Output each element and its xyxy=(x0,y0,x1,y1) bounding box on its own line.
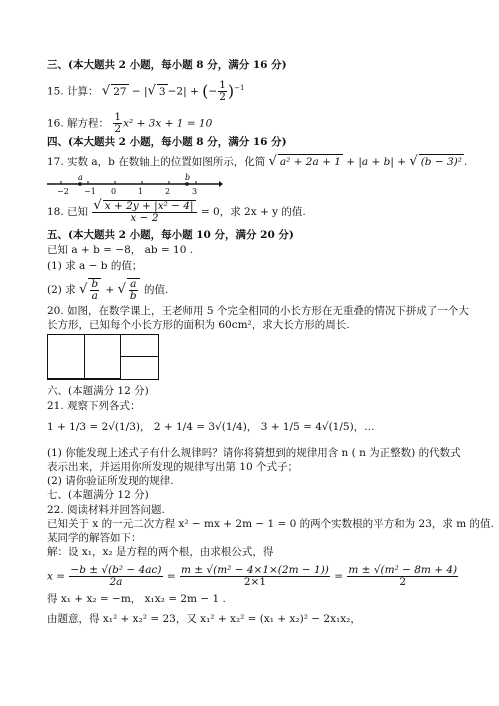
q21-expressions: 1 + 1/3 = 2√(1/3)， 2 + 1/4 = 3√(1/4)， 3 + 1/5 = 4√(1/5)，… xyxy=(47,421,375,433)
question-21 xyxy=(47,399,141,413)
q21-expr-2: 2 + 1/4 = 3√(1/4) xyxy=(153,421,247,433)
q16-half: $\frac{1}{2}$ xyxy=(114,111,122,135)
formula-1: $\frac{\text{−b ± √(b² − 4ac)}}{2a}$ xyxy=(70,564,162,588)
question-15: 15. 计算： √ 27 − |√ 3 −2| + (− $\frac{1}{2}$ )$^{-1}$ xyxy=(47,79,245,103)
question-16 xyxy=(47,112,212,135)
q22-line-2: 已知关于 x 的一元二次方程 x² − mx + 2m − 1 = 0 的两个实数根的平方和为 23，求 m 的值. xyxy=(47,518,494,530)
point-b xyxy=(185,182,189,186)
rectangle-figure xyxy=(47,334,159,380)
tick-label-3: 1 xyxy=(138,187,144,196)
q21-ellipsis: ，… xyxy=(353,421,375,433)
point-a-label: a xyxy=(78,173,83,182)
section-4-heading: 四、(本大题共 2 小题，每小题 8 分，满分 16 分) xyxy=(47,136,287,148)
section-6-heading: 六、(本题满分 12 分) xyxy=(47,385,149,397)
q21-part-1b: 表示出来，并运用你所发现的规律写出第 10 个式子； xyxy=(47,461,299,473)
tick-label-2: 0 xyxy=(111,187,117,196)
q19-part-2: (2) 求 √ $\frac{b}{a}$ + √ $\frac{a}{b}$ 的值. xyxy=(47,278,169,302)
q15-minus: − xyxy=(131,85,141,98)
number-line-diagram xyxy=(47,172,223,196)
question-20-line-2: 长方形，已知每个小长方形的面积为 60cm²，求大长方形的周长. xyxy=(47,319,350,331)
q18-label: 已知 xyxy=(67,206,89,218)
number-line-arrow xyxy=(219,181,223,187)
q17-sqrt2: (b − 3)² xyxy=(420,156,462,168)
q18-rest: = 0，求 2x + y 的值. xyxy=(200,206,306,218)
q20-number: 20. xyxy=(47,305,64,317)
q15-label: 计算： xyxy=(67,85,99,98)
point-a xyxy=(78,182,82,186)
q18-fraction: $\frac{\text{√ x + 2y + |x² − 4|}}{x - 2}$ xyxy=(92,200,196,224)
q21-expr-3: 3 + 1/5 = 4√(1/5) xyxy=(260,421,354,433)
q18-number: 18. xyxy=(47,206,64,218)
q19-part-1: (1) 求 a − b 的值； xyxy=(47,260,143,272)
q21-line1: 观察下列各式： xyxy=(67,400,141,412)
q22-number: 22. xyxy=(47,504,64,516)
rect-4 xyxy=(121,357,158,379)
question-19: 已知 a + b = −8， ab = 10 . xyxy=(47,244,194,256)
q15-number: 15. xyxy=(47,85,64,98)
q17-sqrt1: a² + 2a + 1 xyxy=(279,156,341,168)
q17-text: 实数 a，b 在数轴上的位置如图所示，化简 xyxy=(67,156,266,168)
question-17: 17. 实数 a，b 在数轴上的位置如图所示，化简 √ a² + 2a + 1 + |a + b| + √ (b − 3)² . xyxy=(47,154,468,169)
q22-line-6: 由题意，得 x₁² + x₂² = 23，又 x₁² + x₂² = (x₁ + x₂)² − 2x₁x₂， xyxy=(47,613,361,625)
formula-3: $\frac{\text{m ± √(m² − 8m + 4)}}{2}$ xyxy=(348,564,458,588)
q15-exponent: −1 xyxy=(234,84,245,92)
q22-line-5: 得 x₁ + x₂ = −m， x₁x₂ = 2m − 1 . xyxy=(47,593,226,605)
q17-mid: + |a + b| + xyxy=(346,156,407,168)
q15-neg: − xyxy=(208,85,218,98)
tick-label-0: −2 xyxy=(57,187,69,196)
q21-expr-1: 1 + 1/3 = 2√(1/3) xyxy=(47,421,140,433)
q21-part-1a: (1) 你能发现上述式子有什么规律吗？请你将猜想到的规律用含 n ( n 为正整数) 的代数式 xyxy=(47,447,461,459)
q22-line-3: 某同学的解答如下： xyxy=(47,532,142,544)
q15-sqrt3: 3 xyxy=(158,85,166,98)
q19-p2-label: (2) 求 xyxy=(47,284,76,296)
tick-label-4: 2 xyxy=(165,187,171,196)
q19-p2-end: 的值. xyxy=(143,284,169,296)
question-22 xyxy=(47,503,165,517)
q15-sqrt27: 27 xyxy=(113,85,127,98)
q17-number: 17. xyxy=(47,156,64,168)
formula-2: $\frac{\text{m ± √(m² − 4×1×(2m − 1))}}{2\times 1}$ xyxy=(181,564,329,588)
rect-3 xyxy=(121,335,158,357)
section-5-heading: 五、(本大题共 2 小题，每小题 10 分，满分 20 分) xyxy=(47,229,294,241)
rect-1 xyxy=(48,335,85,379)
q20-line1: 如图，在数学课上，王老师用 5 个完全相同的小长方形在无重叠的情况下拼成了一个大 xyxy=(67,305,469,317)
q16-number: 16. xyxy=(47,117,64,130)
q17-end: . xyxy=(463,156,468,168)
question-20-line-1 xyxy=(47,304,469,318)
q21-part-2: (2) 请你验证所发现的规律. xyxy=(47,475,174,487)
question-18 xyxy=(47,200,306,224)
q15-minus-2: −2 xyxy=(167,85,184,98)
q21-number: 21. xyxy=(47,400,64,412)
section-3-heading: 三、(本大题共 2 小题，每小题 8 分，满分 16 分) xyxy=(47,59,287,71)
point-b-label: b xyxy=(185,173,191,182)
tick-label-5: 3 xyxy=(192,187,198,196)
formula-lhs: x = xyxy=(47,570,66,583)
q16-label: 解方程： xyxy=(67,117,110,130)
section-7-heading: 七、(本题满分 12 分) xyxy=(47,489,149,501)
q15-plus: + xyxy=(189,85,199,98)
q16-equation: x² + 3x + 1 = 10 xyxy=(123,117,213,130)
tick-label-1: −1 xyxy=(84,187,96,196)
q22-formula: x = $\frac{\text{−b ± √(b² − 4ac)}}{2a}$ = $\frac{\text{m ± √(m² − 4×1×(2m − 1))}}{2\times 1}$ = $\frac{\text{m ± √(m² − 8m + 4)}}{2}$ xyxy=(47,564,458,588)
q15-half: $\frac{1}{2}$ xyxy=(219,79,226,103)
q22-line1: 阅读材料并回答问题. xyxy=(67,504,165,516)
q19-p2-plus: + xyxy=(105,284,115,296)
q22-line-4: 解：设 x₁，x₂ 是方程的两个根，由求根公式，得 xyxy=(47,546,274,558)
rect-2 xyxy=(85,335,121,379)
